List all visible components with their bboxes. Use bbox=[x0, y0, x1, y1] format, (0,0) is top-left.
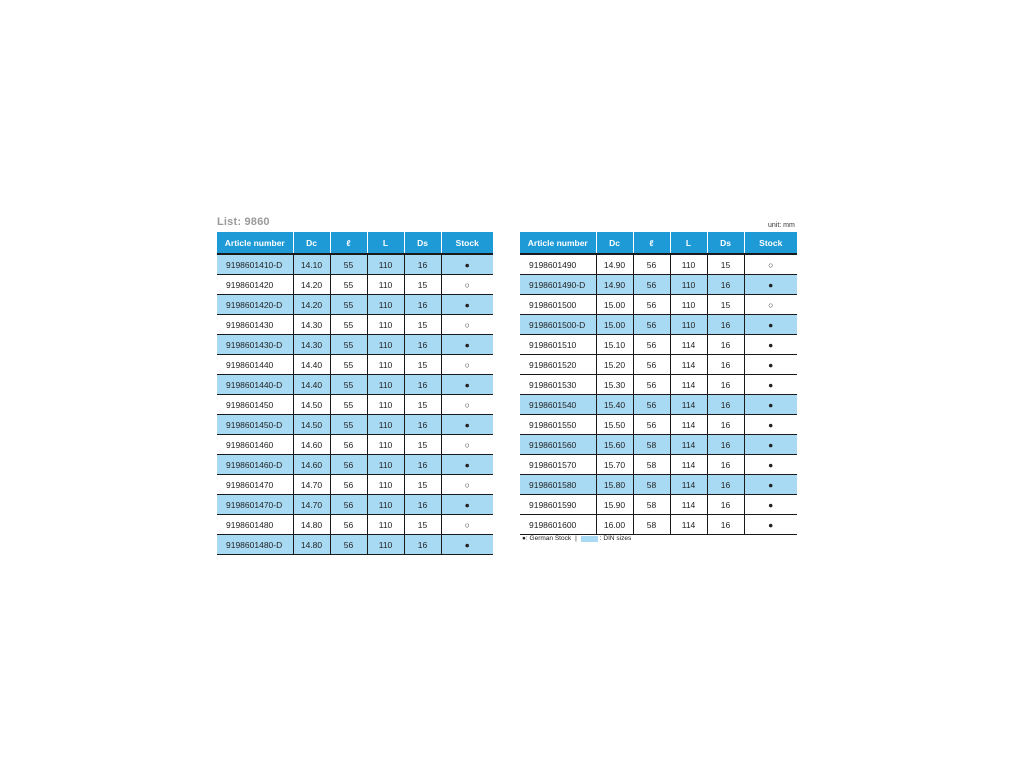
ds-cell: 15 bbox=[404, 515, 441, 535]
overall-length-cell: 110 bbox=[367, 495, 404, 515]
overall-length-cell: 114 bbox=[670, 495, 707, 515]
ds-cell: 15 bbox=[404, 475, 441, 495]
article-number-cell: 9198601460 bbox=[217, 435, 293, 455]
dc-cell: 14.30 bbox=[293, 315, 330, 335]
flute-length-cell: 56 bbox=[330, 435, 367, 455]
dc-cell: 14.60 bbox=[293, 455, 330, 475]
overall-length-cell: 110 bbox=[670, 295, 707, 315]
overall-length-cell: 110 bbox=[670, 275, 707, 295]
article-number-cell: 9198601500 bbox=[520, 295, 596, 315]
table-row bbox=[520, 335, 797, 355]
article-number-cell: 9198601560 bbox=[520, 435, 596, 455]
article-number-cell: 9198601420-D bbox=[217, 295, 293, 315]
overall-length-cell: 114 bbox=[670, 335, 707, 355]
ds-cell: 16 bbox=[404, 254, 441, 275]
header-stock: Stock bbox=[441, 232, 493, 254]
header-article-number: Article number bbox=[520, 232, 596, 254]
overall-length-cell: 114 bbox=[670, 375, 707, 395]
dc-cell: 14.40 bbox=[293, 355, 330, 375]
flute-length-cell: 56 bbox=[330, 455, 367, 475]
flute-length-cell: 56 bbox=[330, 515, 367, 535]
ds-cell: 16 bbox=[404, 455, 441, 475]
dc-cell: 15.00 bbox=[596, 295, 633, 315]
table-row bbox=[217, 254, 493, 275]
table-row bbox=[520, 315, 797, 335]
header-flute-length: ℓ bbox=[633, 232, 670, 254]
table-row bbox=[217, 415, 493, 435]
article-number-cell: 9198601600 bbox=[520, 515, 596, 535]
table-row bbox=[520, 435, 797, 455]
dc-cell: 15.60 bbox=[596, 435, 633, 455]
flute-length-cell: 55 bbox=[330, 295, 367, 315]
ds-cell: 15 bbox=[404, 395, 441, 415]
legend-separator: | bbox=[575, 535, 577, 542]
article-number-cell: 9198601490-D bbox=[520, 275, 596, 295]
article-number-cell: 9198601580 bbox=[520, 475, 596, 495]
article-table-right bbox=[520, 232, 797, 535]
overall-length-cell: 114 bbox=[670, 395, 707, 415]
stock-indicator: ○ bbox=[441, 355, 493, 375]
stock-indicator: ○ bbox=[441, 475, 493, 495]
article-number-cell: 9198601440-D bbox=[217, 375, 293, 395]
dc-cell: 14.80 bbox=[293, 515, 330, 535]
stock-indicator: ● bbox=[744, 355, 797, 375]
table-row bbox=[520, 254, 797, 275]
table-row bbox=[520, 415, 797, 435]
stock-indicator: ● bbox=[744, 415, 797, 435]
article-number-cell: 9198601470 bbox=[217, 475, 293, 495]
header-article-number: Article number bbox=[217, 232, 293, 254]
ds-cell: 16 bbox=[404, 295, 441, 315]
article-number-cell: 9198601440 bbox=[217, 355, 293, 375]
overall-length-cell: 114 bbox=[670, 355, 707, 375]
overall-length-cell: 110 bbox=[367, 415, 404, 435]
article-number-cell: 9198601470-D bbox=[217, 495, 293, 515]
ds-cell: 15 bbox=[404, 435, 441, 455]
ds-cell: 16 bbox=[404, 375, 441, 395]
table-row bbox=[520, 355, 797, 375]
dc-cell: 14.50 bbox=[293, 395, 330, 415]
flute-length-cell: 55 bbox=[330, 275, 367, 295]
dc-cell: 14.30 bbox=[293, 335, 330, 355]
header-ds: Ds bbox=[707, 232, 744, 254]
article-number-cell: 9198601500-D bbox=[520, 315, 596, 335]
overall-length-cell: 110 bbox=[367, 535, 404, 555]
ds-cell: 16 bbox=[707, 475, 744, 495]
article-number-cell: 9198601480 bbox=[217, 515, 293, 535]
ds-cell: 16 bbox=[707, 395, 744, 415]
flute-length-cell: 56 bbox=[330, 535, 367, 555]
flute-length-cell: 56 bbox=[633, 275, 670, 295]
table-body-right bbox=[520, 254, 797, 535]
dc-cell: 14.20 bbox=[293, 275, 330, 295]
article-number-cell: 9198601460-D bbox=[217, 455, 293, 475]
stock-indicator: ● bbox=[441, 375, 493, 395]
ds-cell: 16 bbox=[707, 415, 744, 435]
overall-length-cell: 110 bbox=[670, 315, 707, 335]
table-body-left bbox=[217, 254, 493, 555]
dc-cell: 14.90 bbox=[596, 254, 633, 275]
flute-length-cell: 58 bbox=[633, 495, 670, 515]
header-dc: Dc bbox=[596, 232, 633, 254]
ds-cell: 16 bbox=[404, 415, 441, 435]
stock-indicator: ● bbox=[441, 415, 493, 435]
overall-length-cell: 110 bbox=[367, 335, 404, 355]
flute-length-cell: 55 bbox=[330, 355, 367, 375]
ds-cell: 16 bbox=[707, 455, 744, 475]
stock-indicator: ○ bbox=[441, 275, 493, 295]
flute-length-cell: 56 bbox=[633, 375, 670, 395]
flute-length-cell: 55 bbox=[330, 415, 367, 435]
stock-indicator: ○ bbox=[441, 315, 493, 335]
dc-cell: 15.20 bbox=[596, 355, 633, 375]
stock-indicator: ● bbox=[441, 535, 493, 555]
ds-cell: 16 bbox=[707, 355, 744, 375]
table-row bbox=[217, 455, 493, 475]
article-number-cell: 9198601590 bbox=[520, 495, 596, 515]
article-number-cell: 9198601490 bbox=[520, 254, 596, 275]
flute-length-cell: 55 bbox=[330, 335, 367, 355]
legend-din-swatch bbox=[581, 536, 598, 542]
header-ds: Ds bbox=[404, 232, 441, 254]
table-row bbox=[217, 515, 493, 535]
article-number-cell: 9198601430-D bbox=[217, 335, 293, 355]
header-stock: Stock bbox=[744, 232, 797, 254]
ds-cell: 15 bbox=[707, 295, 744, 315]
flute-length-cell: 56 bbox=[633, 415, 670, 435]
dc-cell: 15.00 bbox=[596, 315, 633, 335]
table-row bbox=[520, 495, 797, 515]
article-number-cell: 9198601480-D bbox=[217, 535, 293, 555]
ds-cell: 16 bbox=[404, 495, 441, 515]
flute-length-cell: 56 bbox=[633, 315, 670, 335]
dc-cell: 14.90 bbox=[596, 275, 633, 295]
dc-cell: 15.10 bbox=[596, 335, 633, 355]
ds-cell: 16 bbox=[404, 535, 441, 555]
stock-indicator: ● bbox=[744, 455, 797, 475]
overall-length-cell: 114 bbox=[670, 515, 707, 535]
overall-length-cell: 110 bbox=[367, 435, 404, 455]
flute-length-cell: 56 bbox=[633, 254, 670, 275]
ds-cell: 16 bbox=[707, 495, 744, 515]
flute-length-cell: 58 bbox=[633, 475, 670, 495]
flute-length-cell: 56 bbox=[330, 495, 367, 515]
table-row bbox=[217, 495, 493, 515]
ds-cell: 16 bbox=[707, 315, 744, 335]
dc-cell: 16.00 bbox=[596, 515, 633, 535]
table-row bbox=[217, 355, 493, 375]
article-number-cell: 9198601540 bbox=[520, 395, 596, 415]
article-number-cell: 9198601520 bbox=[520, 355, 596, 375]
stock-indicator: ● bbox=[744, 375, 797, 395]
ds-cell: 15 bbox=[404, 315, 441, 335]
dc-cell: 14.70 bbox=[293, 475, 330, 495]
dc-cell: 15.30 bbox=[596, 375, 633, 395]
overall-length-cell: 110 bbox=[367, 295, 404, 315]
stock-indicator: ● bbox=[744, 435, 797, 455]
ds-cell: 16 bbox=[707, 275, 744, 295]
flute-length-cell: 58 bbox=[633, 515, 670, 535]
header-flute-length: ℓ bbox=[330, 232, 367, 254]
table-row bbox=[217, 315, 493, 335]
legend-din-label: : DIN sizes bbox=[599, 535, 632, 542]
article-number-cell: 9198601410-D bbox=[217, 254, 293, 275]
dc-cell: 14.60 bbox=[293, 435, 330, 455]
article-number-cell: 9198601530 bbox=[520, 375, 596, 395]
stock-indicator: ● bbox=[744, 315, 797, 335]
article-number-cell: 9198601450 bbox=[217, 395, 293, 415]
overall-length-cell: 110 bbox=[367, 475, 404, 495]
dc-cell: 14.80 bbox=[293, 535, 330, 555]
ds-cell: 16 bbox=[707, 435, 744, 455]
stock-indicator: ● bbox=[744, 475, 797, 495]
overall-length-cell: 114 bbox=[670, 455, 707, 475]
ds-cell: 15 bbox=[404, 355, 441, 375]
overall-length-cell: 110 bbox=[367, 395, 404, 415]
flute-length-cell: 55 bbox=[330, 375, 367, 395]
table-row bbox=[520, 475, 797, 495]
table-row bbox=[217, 295, 493, 315]
dc-cell: 14.50 bbox=[293, 415, 330, 435]
dc-cell: 14.40 bbox=[293, 375, 330, 395]
flute-length-cell: 56 bbox=[633, 395, 670, 415]
ds-cell: 16 bbox=[707, 375, 744, 395]
stock-indicator: ○ bbox=[441, 435, 493, 455]
flute-length-cell: 55 bbox=[330, 395, 367, 415]
ds-cell: 15 bbox=[404, 275, 441, 295]
ds-cell: 16 bbox=[707, 335, 744, 355]
table-row bbox=[520, 395, 797, 415]
overall-length-cell: 110 bbox=[367, 315, 404, 335]
legend bbox=[522, 535, 631, 542]
header-overall-length: L bbox=[367, 232, 404, 254]
table-row bbox=[217, 395, 493, 415]
ds-cell: 16 bbox=[707, 515, 744, 535]
table-row bbox=[520, 455, 797, 475]
table-row bbox=[217, 375, 493, 395]
stock-indicator: ● bbox=[441, 495, 493, 515]
table-row bbox=[520, 295, 797, 315]
stock-indicator: ● bbox=[744, 495, 797, 515]
stock-indicator: ● bbox=[744, 275, 797, 295]
unit-note: unit: mm bbox=[768, 222, 795, 229]
dc-cell: 14.70 bbox=[293, 495, 330, 515]
overall-length-cell: 110 bbox=[367, 375, 404, 395]
ds-cell: 16 bbox=[404, 335, 441, 355]
dc-cell: 15.90 bbox=[596, 495, 633, 515]
article-number-cell: 9198601450-D bbox=[217, 415, 293, 435]
header-overall-length: L bbox=[670, 232, 707, 254]
flute-length-cell: 56 bbox=[330, 475, 367, 495]
stock-indicator: ○ bbox=[441, 395, 493, 415]
flute-length-cell: 56 bbox=[633, 295, 670, 315]
table-header-row bbox=[217, 232, 493, 254]
article-number-cell: 9198601430 bbox=[217, 315, 293, 335]
table-row bbox=[520, 515, 797, 535]
table-row bbox=[217, 275, 493, 295]
stock-indicator: ● bbox=[744, 395, 797, 415]
article-number-cell: 9198601420 bbox=[217, 275, 293, 295]
flute-length-cell: 56 bbox=[633, 335, 670, 355]
dc-cell: 14.10 bbox=[293, 254, 330, 275]
dc-cell: 15.70 bbox=[596, 455, 633, 475]
overall-length-cell: 110 bbox=[367, 355, 404, 375]
table-row bbox=[217, 475, 493, 495]
dc-cell: 15.50 bbox=[596, 415, 633, 435]
article-number-cell: 9198601570 bbox=[520, 455, 596, 475]
flute-length-cell: 58 bbox=[633, 455, 670, 475]
stock-indicator: ● bbox=[441, 455, 493, 475]
header-dc: Dc bbox=[293, 232, 330, 254]
stock-indicator: ● bbox=[441, 335, 493, 355]
article-table-left bbox=[217, 232, 493, 555]
stock-indicator: ○ bbox=[744, 295, 797, 315]
stock-indicator: ○ bbox=[744, 254, 797, 275]
list-title: List: 9860 bbox=[217, 216, 270, 228]
dc-cell: 14.20 bbox=[293, 295, 330, 315]
table-row bbox=[520, 375, 797, 395]
dc-cell: 15.40 bbox=[596, 395, 633, 415]
stock-indicator: ● bbox=[441, 295, 493, 315]
stock-indicator: ● bbox=[441, 254, 493, 275]
stock-indicator: ● bbox=[744, 515, 797, 535]
article-number-cell: 9198601550 bbox=[520, 415, 596, 435]
table-row bbox=[217, 435, 493, 455]
overall-length-cell: 114 bbox=[670, 415, 707, 435]
ds-cell: 15 bbox=[707, 254, 744, 275]
flute-length-cell: 56 bbox=[633, 355, 670, 375]
overall-length-cell: 110 bbox=[367, 515, 404, 535]
overall-length-cell: 114 bbox=[670, 435, 707, 455]
overall-length-cell: 110 bbox=[670, 254, 707, 275]
table-row bbox=[217, 535, 493, 555]
overall-length-cell: 114 bbox=[670, 475, 707, 495]
article-number-cell: 9198601510 bbox=[520, 335, 596, 355]
legend-stock-label: ●: German Stock bbox=[522, 535, 572, 542]
stock-indicator: ● bbox=[744, 335, 797, 355]
flute-length-cell: 55 bbox=[330, 315, 367, 335]
table-header-row bbox=[520, 232, 797, 254]
overall-length-cell: 110 bbox=[367, 254, 404, 275]
table-row bbox=[217, 335, 493, 355]
overall-length-cell: 110 bbox=[367, 455, 404, 475]
flute-length-cell: 58 bbox=[633, 435, 670, 455]
flute-length-cell: 55 bbox=[330, 254, 367, 275]
overall-length-cell: 110 bbox=[367, 275, 404, 295]
dc-cell: 15.80 bbox=[596, 475, 633, 495]
stock-indicator: ○ bbox=[441, 515, 493, 535]
table-row bbox=[520, 275, 797, 295]
